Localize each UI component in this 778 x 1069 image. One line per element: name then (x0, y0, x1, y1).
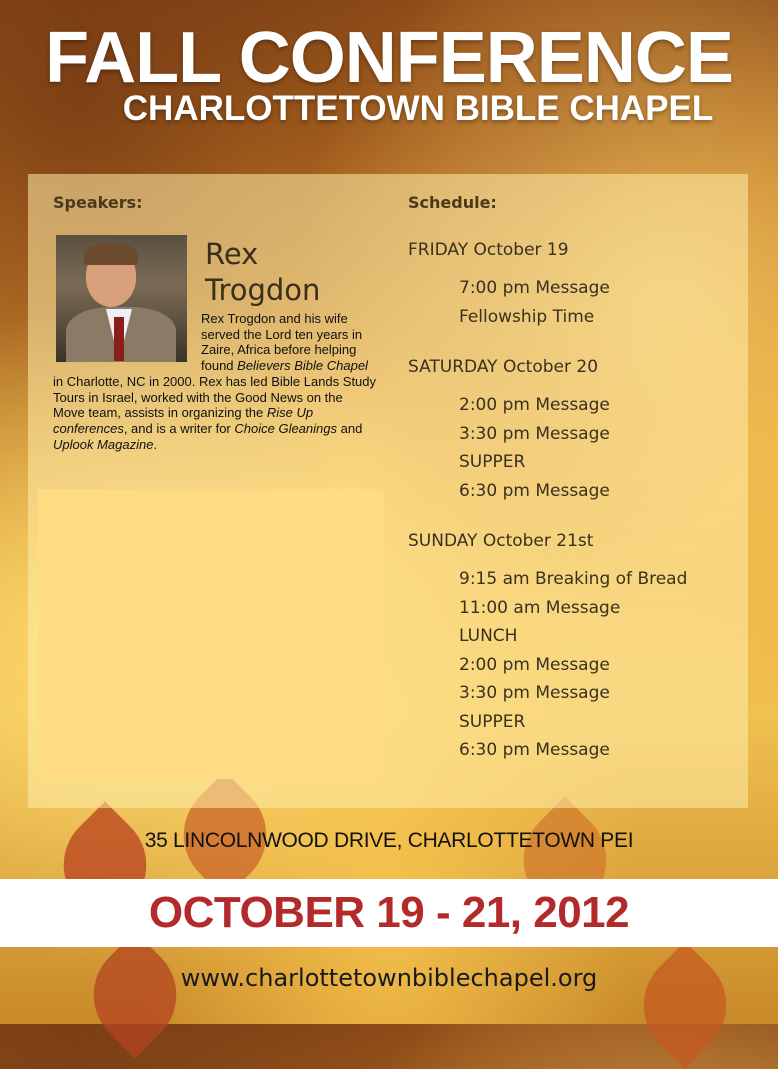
bio-magazine-2: Uplook Magazine (53, 436, 154, 452)
speaker-name (205, 236, 375, 308)
speakers-heading: Speakers: (53, 193, 143, 212)
schedule-item: 9:15 am Breaking of Bread (459, 569, 688, 589)
schedule-item: SUPPER (459, 452, 526, 472)
speaker-bio (53, 311, 378, 452)
schedule-item: 6:30 pm Message (459, 480, 610, 501)
schedule-list (408, 238, 738, 765)
speaker-last-name: Trogdon (205, 273, 321, 307)
website-link[interactable]: www.charlottetownbiblechapel.org (180, 964, 598, 992)
page-title: FALL CONFERENCE (45, 18, 733, 98)
schedule-item: 2:00 pm Message (459, 654, 610, 675)
schedule-item: 2:00 pm Message (459, 395, 610, 415)
schedule-item: Fellowship Time (459, 306, 595, 327)
bio-text-3: , and is a writer for (123, 420, 235, 436)
bio-text-5: . (153, 436, 158, 452)
schedule-day-sunday: SUNDAY October 21st (408, 531, 594, 551)
schedule-item: SUPPER (459, 711, 526, 732)
page-subtitle: CHARLOTTETOWN BIBLE CHAPEL (122, 89, 714, 128)
bio-text-1: Rex Trogdon and his wife served the Lord ten years in Zaire, Africa before helping found (201, 311, 363, 374)
bio-magazine-1: Choice Gleanings (234, 420, 337, 436)
venue-address: 35 LINCOLNWOOD DRIVE, CHARLOTTETOWN PEI (144, 829, 634, 852)
bio-text-4: and (337, 420, 363, 436)
schedule-item: LUNCH (459, 626, 518, 646)
leaf-decoration (71, 931, 198, 1058)
schedule-item: 3:30 pm Message (459, 423, 610, 444)
schedule-day-saturday: SATURDAY October 20 (408, 357, 599, 377)
schedule-day-friday: FRIDAY October 19 (408, 240, 569, 260)
bio-church: Believers Bible Chapel (237, 358, 368, 374)
conference-dates: OCTOBER 19 - 21, 2012 (148, 888, 630, 937)
speaker-first-name: Rex (205, 237, 259, 271)
date-banner (0, 879, 778, 947)
bio-text-2: in Charlotte, NC in 2000. Rex has led Bible Lands Study Tours in Israel, worked with the Good News on the Move team, assists in organizing the (53, 373, 377, 421)
bio-conference: Rise Up conferences (53, 405, 314, 436)
schedule-item: 6:30 pm Message (459, 740, 610, 760)
schedule-item: 7:00 pm Message (459, 278, 610, 298)
schedule-item: 3:30 pm Message (459, 683, 610, 703)
schedule-heading: Schedule: (408, 193, 497, 212)
leaf-decoration (621, 941, 748, 1068)
schedule-item: 11:00 am Message (459, 597, 621, 618)
placeholder-box (38, 489, 384, 779)
